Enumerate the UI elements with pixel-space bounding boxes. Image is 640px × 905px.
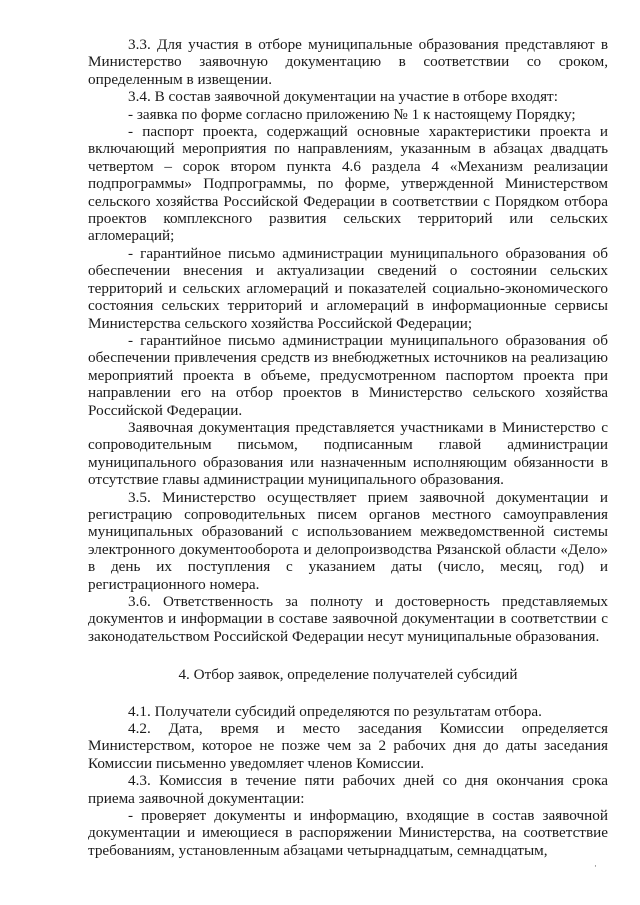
paragraph-3-6: 3.6. Ответственность за полноту и достоверность представляемых документов и информации в составе заявочной документации в соответствии с законодательством Российской Федерации несут муниципальные образования. (88, 593, 608, 645)
list-item-guarantee-letter-funds: - гарантийное письмо администрации муниципального образования об обеспечении привлечения средств из внебюджетных источников на реализацию мероприятий проекта в объеме, предусмотренном паспортом проекта при направлении его на отбор проектов в Министерство сельского хозяйства Российской Федерации. (88, 331, 608, 419)
paragraph-cover-letter: Заявочная документация представляется участниками в Министерство с сопроводительным письмом, подписанным главой администрации муниципального образования или назначенным исполняющим обязанности в отсутствие главы администрации муниципального образования. (88, 418, 608, 489)
list-item-project-passport: - паспорт проекта, содержащий основные характеристики проекта и включающий мероприятия по направлениям, указанным в абзацах двадцать четвертом – сорок втором пункта 4.6 раздела 4 «Механизм реализации подпрограммы» Подпрограммы, по форме, утвержденной Министерством сельского хозяйства Российской Федерации в соответствии с Порядком отбора проектов комплексного развития сельских территорий или сельских агломераций; (88, 123, 608, 245)
document-page (88, 36, 608, 859)
paragraph-3-4: 3.4. В состав заявочной документации на участие в отборе входят: (128, 88, 558, 106)
paragraph-4-2: 4.2. Дата, время и место заседания Комиссии определяется Министерством, которое не позже чем за 2 рабочих дня до даты заседания Комиссии письменно уведомляет членов Комиссии. (88, 720, 608, 772)
paragraph-4-3: 4.3. Комиссия в течение пяти рабочих дней со дня окончания срока приема заявочной документации: (88, 772, 608, 807)
scan-speck: · (594, 862, 597, 872)
list-item-document-check: - проверяет документы и информацию, входящие в состав заявочной документации и имеющиеся в распоряжении Министерства, на соответствие требованиям, установленным абзацами четырнадцатым, семнадцатым, (88, 807, 608, 859)
paragraph-4-1: 4.1. Получатели субсидий определяются по результатам отбора. (128, 702, 542, 720)
paragraph-3-3: 3.3. Для участия в отборе муниципальные образования представляют в Министерство заявочную документацию в соответствии со сроком, определенным в извещении. (88, 36, 608, 88)
list-item-application: - заявка по форме согласно приложению № 1 к настоящему Порядку; (128, 105, 576, 123)
section-heading: 4. Отбор заявок, определение получателей субсидий (178, 666, 518, 684)
list-item-guarantee-letter-info: - гарантийное письмо администрации муниципального образования об обеспечении внесения и актуализации сведений о состоянии сельских территорий и сельских агломераций и показателей социально-экономического состояния сельских территорий и агломераций в информационные сервисы Министерства сельского хозяйства Российской Федерации; (88, 244, 608, 332)
paragraph-3-5: 3.5. Министерство осуществляет прием заявочной документации и регистрацию сопроводительных писем органов местного самоуправления муниципальных образований с использованием межведомственной системы электронного документооборота и делопроизводства Рязанской области «Дело» в день их поступления с указанием даты (число, месяц, год) и регистрационного номера. (88, 488, 608, 593)
